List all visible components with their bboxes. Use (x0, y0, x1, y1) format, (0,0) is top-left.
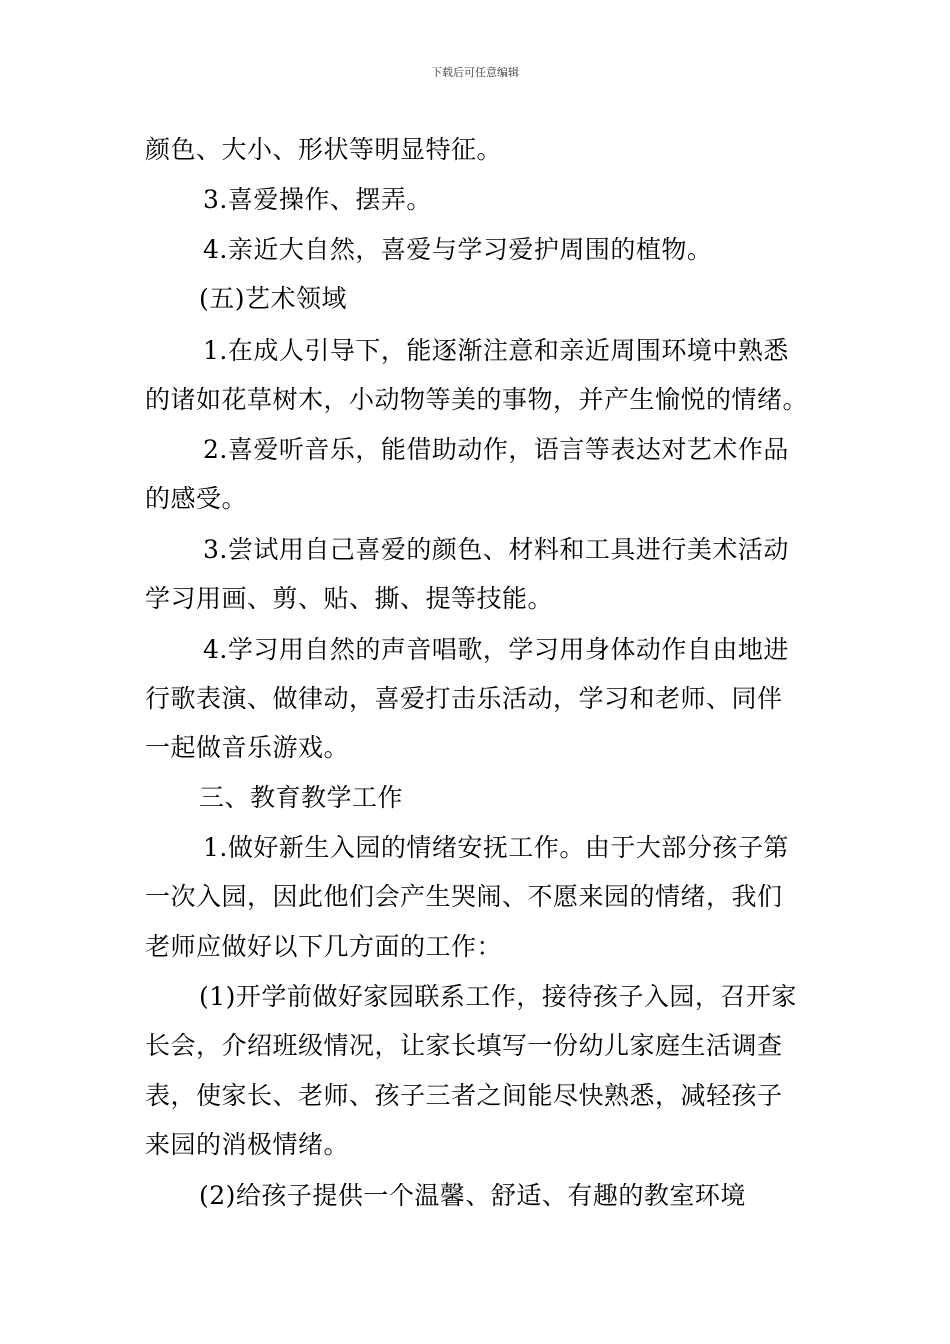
text-line: (1)开学前做好家园联系工作，接待孩子入园，召开家 (199, 982, 797, 1011)
text-line: 4.亲近大自然，喜爱与学习爱护周围的植物。 (203, 235, 713, 264)
text-line: 来园的消极情绪。 (145, 1130, 350, 1159)
text-line: 一起做音乐游戏。 (145, 733, 350, 762)
text-line: 行歌表演、做律动，喜爱打击乐活动，学习和老师、同伴 (145, 684, 783, 713)
section-heading: (五)艺术领域 (199, 284, 348, 313)
text-line: 的感受。 (145, 484, 248, 513)
text-line: 长会，介绍班级情况，让家长填写一份幼儿家庭生活调查 (145, 1031, 783, 1060)
text-line: 3.喜爱操作、摆弄。 (203, 185, 432, 214)
text-line: 1.做好新生入园的情绪安抚工作。由于大部分孩子第 (203, 833, 789, 862)
text-line: 学习用画、剪、贴、撕、提等技能。 (145, 584, 554, 613)
text-line: 2.喜爱听音乐，能借助动作，语言等表达对艺术作品 (203, 435, 789, 464)
text-line: 4.学习用自然的声音唱歌，学习用身体动作自由地进 (203, 635, 789, 664)
section-heading: 三、教育教学工作 (199, 783, 404, 812)
page-header: 下载后可任意编辑 (431, 66, 519, 79)
text-line: 一次入园，因此他们会产生哭闹、不愿来园的情绪，我们 (145, 882, 783, 911)
text-line: 表，使家长、老师、孩子三者之间能尽快熟悉，减轻孩子 (145, 1081, 783, 1110)
text-line: 3.尝试用自己喜爱的颜色、材料和工具进行美术活动 (203, 535, 789, 564)
text-line: 颜色、大小、形状等明显特征。 (145, 135, 503, 164)
text-line: 的诸如花草树木，小动物等美的事物，并产生愉悦的情绪。 (145, 385, 809, 414)
text-line: (2)给孩子提供一个温馨、舒适、有趣的教室环境 (199, 1181, 746, 1210)
text-line: 1.在成人引导下，能逐渐注意和亲近周围环境中熟悉 (203, 336, 789, 365)
text-line: 老师应做好以下几方面的工作： (145, 932, 503, 961)
